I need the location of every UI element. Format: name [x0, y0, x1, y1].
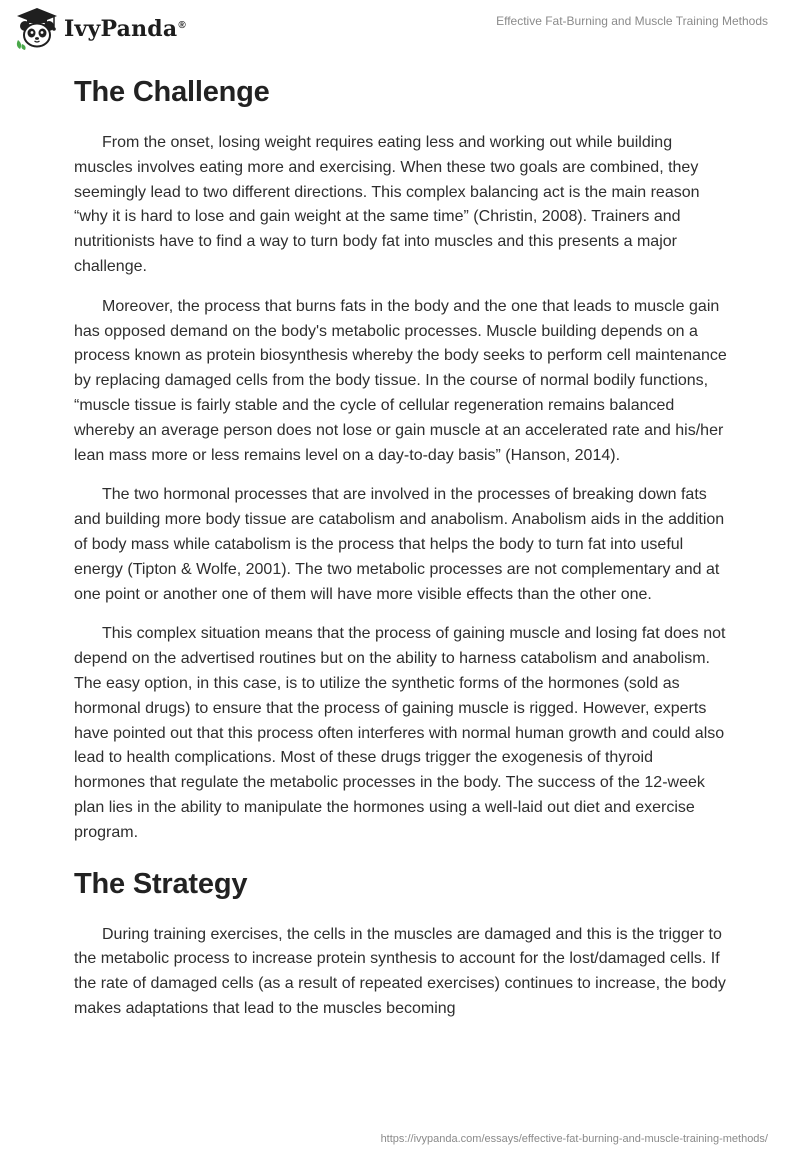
registered-mark: ® — [178, 19, 186, 31]
source-url[interactable]: https://ivypanda.com/essays/effective-fat-burning-and-muscle-training-methods/ — [380, 1133, 768, 1145]
paragraph: Moreover, the process that burns fats in the body and the one that leads to muscle gain has opposed demand on the body's metabolic processes. Muscle building depends on a process known as protein biosynthesis whereby the body seeks to perform cell maintenance by replacing damaged cells from the body tissue. In the course of normal bodily functions, “muscle tissue is fairly stable and the cycle of cellular regeneration remains balanced whereby an average person does not lose or gain muscle at an accelerated rate and his/her lean mass more or less remains level on a day-to-day basis” (Hanson, 2014). — [74, 297, 727, 464]
ivypanda-logo[interactable] — [14, 6, 186, 50]
essay-content — [74, 72, 728, 1037]
paragraph: This complex situation means that the process of gaining muscle and losing fat does not depend on the advertised routines but on the ability to harness catabolism and anabolism. The easy option, in this case, is to utilize the synthetic forms of the hormones (sold as hormonal drugs) to ensure that the process of gaining muscle is rigged. However, experts have pointed out that this process often interferes with normal human growth and could also lead to health complications. Most of these drugs trigger the exogenesis of thyroid hormones that regulate the metabolic processes in the body. The success of the 12-week plan lies in the ability to manipulate the hormones using a well-laid out diet and exercise program. — [74, 625, 726, 841]
page-header — [0, 0, 800, 60]
brand-name: IvyPanda® — [64, 16, 186, 42]
paragraph: The two hormonal processes that are involved in the processes of breaking down fats and building more body tissue are catabolism and anabolism. Anabolism aids in the addition of body mass while catabolism is the process that helps the body to turn fat into useful energy (Tipton & Wolfe, 2001). The two metabolic processes are not complementary and at one point or another one of them will have more visible effects than the other one. — [74, 486, 725, 603]
section-heading-strategy: The Strategy — [74, 867, 248, 900]
panda-graduate-icon — [14, 6, 60, 50]
paragraph: During training exercises, the cells in the muscles are damaged and this is the trigger to the metabolic process to increase protein synthesis to account for the lost/damaged cells. If the rate of damaged cells (as a result of repeated exercises) continues to increase, the body makes adaptations that lead to the muscles becoming — [74, 925, 726, 1017]
paragraph: From the onset, losing weight requires eating less and working out while building muscles involves eating more and exercising. When these two goals are combined, they seemingly lead to two different directions. This complex balancing act is the main reason “why it is hard to lose and gain weight at the same time” (Christin, 2008). Trainers and nutritionists have to find a way to turn body fat into muscles and this presents a major challenge. — [74, 134, 700, 275]
document-title: Effective Fat-Burning and Muscle Training Methods — [496, 14, 768, 28]
section-heading-challenge: The Challenge — [74, 76, 270, 108]
